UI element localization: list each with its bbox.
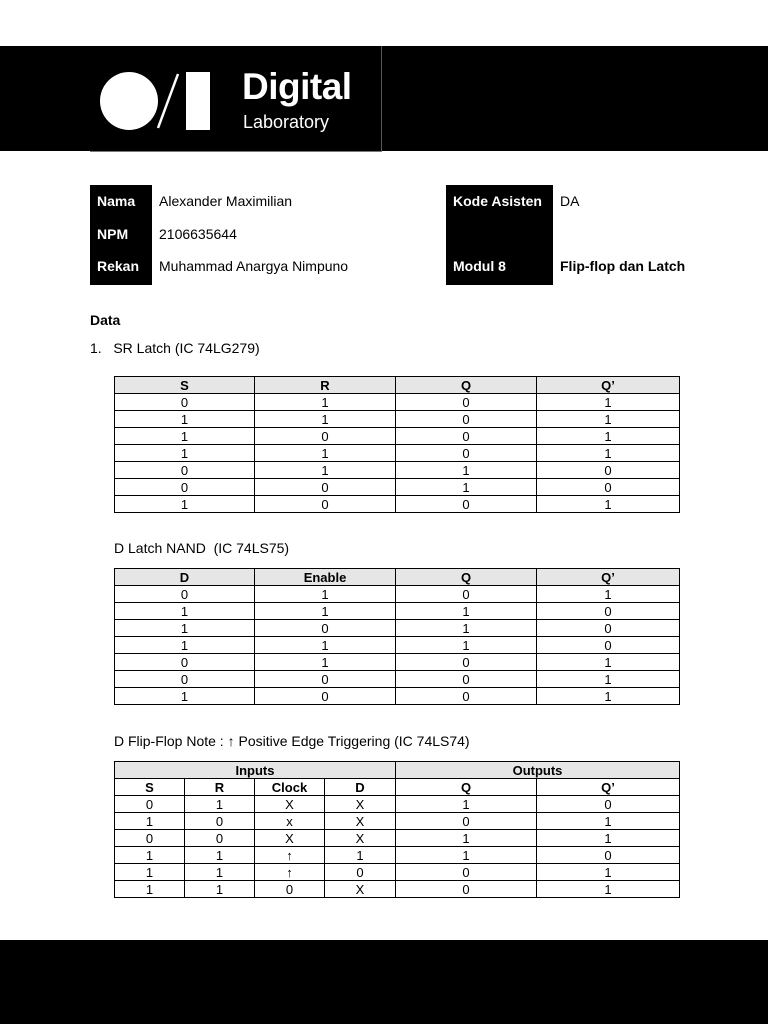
table-row (115, 796, 680, 813)
table-cell: 0 (255, 479, 396, 496)
modul-value: Flip-flop dan Latch (560, 258, 686, 274)
table-cell: 0 (396, 881, 537, 898)
header-cell: D (115, 569, 255, 586)
table-cell: 1 (255, 654, 396, 671)
npm-value: 2106635644 (159, 226, 237, 242)
table-cell: 1 (537, 671, 680, 688)
nama-value: Alexander Maximilian (159, 193, 293, 209)
logo-subtitle: Laboratory (243, 112, 330, 132)
logo-bar-icon (186, 72, 210, 130)
table-cell: 1 (396, 796, 537, 813)
table-cell: X (255, 796, 325, 813)
table-row (115, 671, 680, 688)
d-latch-title: D Latch NAND (IC 74LS75) (114, 540, 290, 556)
table-cell: 0 (255, 688, 396, 705)
table-cell: 0 (396, 671, 537, 688)
table-cell: 1 (185, 881, 255, 898)
table-cell: 1 (537, 864, 680, 881)
table-cell: 1 (537, 394, 680, 411)
header-cell: R (185, 779, 255, 796)
table-cell: 1 (185, 847, 255, 864)
table-header-row (115, 569, 680, 586)
table-cell: 0 (537, 620, 680, 637)
kode-asisten-value: DA (560, 193, 580, 209)
logo-slash-icon (152, 72, 186, 130)
table-cell: 0 (255, 671, 396, 688)
table-cell: 1 (396, 847, 537, 864)
table-cell: 1 (115, 603, 255, 620)
modul-label: Modul 8 (453, 258, 506, 274)
table-cell: 0 (396, 411, 537, 428)
table-cell: X (325, 796, 396, 813)
table-header-row (115, 377, 680, 394)
table-cell: 0 (396, 813, 537, 830)
table-cell: 1 (396, 462, 537, 479)
table-cell: 0 (396, 394, 537, 411)
rekan-label: Rekan (97, 258, 140, 274)
header-cell: Q’ (537, 779, 680, 796)
logo-circle-icon (100, 72, 158, 130)
table-cell: 1 (537, 496, 680, 513)
table-cell: 1 (325, 847, 396, 864)
table-cell: 0 (537, 462, 680, 479)
table-group-header-row (115, 762, 680, 779)
table-cell: 1 (537, 411, 680, 428)
table-cell: 1 (115, 688, 255, 705)
table-cell: 0 (396, 864, 537, 881)
table-cell: 1 (115, 847, 185, 864)
table-cell: 0 (396, 496, 537, 513)
table-cell: X (255, 830, 325, 847)
table-cell: 1 (115, 881, 185, 898)
table-cell: 1 (255, 445, 396, 462)
table-cell: x (255, 813, 325, 830)
table-cell: 1 (115, 620, 255, 637)
table-cell: 0 (396, 586, 537, 603)
table-cell: 0 (255, 428, 396, 445)
table-cell: 1 (396, 620, 537, 637)
table-cell: 0 (115, 796, 185, 813)
table-cell: 1 (537, 428, 680, 445)
rekan-value: Muhammad Anargya Nimpuno (159, 258, 349, 274)
d-latch-table (114, 568, 680, 705)
header-cell: R (255, 377, 396, 394)
header-cell: Q’ (537, 569, 680, 586)
table-cell: 1 (537, 586, 680, 603)
table-cell: 1 (115, 864, 185, 881)
table-cell: 0 (396, 688, 537, 705)
table-cell: 0 (255, 620, 396, 637)
table-header-row (115, 779, 680, 796)
table-cell: X (325, 830, 396, 847)
table-cell: 1 (185, 864, 255, 881)
footer-band (0, 940, 768, 1024)
header-underline (90, 151, 382, 152)
table-row (115, 637, 680, 654)
table-cell: 1 (115, 411, 255, 428)
table-row (115, 620, 680, 637)
d-flipflop-table (114, 761, 680, 898)
sr-latch-table (114, 376, 680, 513)
table-cell: 0 (537, 479, 680, 496)
table-cell: 1 (396, 830, 537, 847)
top-margin (0, 0, 768, 46)
table-cell: 0 (115, 671, 255, 688)
header-cell: S (115, 779, 185, 796)
table-cell: 0 (396, 428, 537, 445)
table-cell: 1 (255, 603, 396, 620)
table-cell: 0 (185, 813, 255, 830)
table-cell: 1 (537, 445, 680, 462)
table-cell: 0 (115, 586, 255, 603)
table-row (115, 847, 680, 864)
table-row (115, 462, 680, 479)
table-cell: 1 (115, 637, 255, 654)
inputs-group-header: Inputs (115, 762, 396, 779)
table-cell: 0 (255, 496, 396, 513)
table-row (115, 881, 680, 898)
table-cell: 1 (255, 462, 396, 479)
table-cell: 0 (185, 830, 255, 847)
table-row (115, 445, 680, 462)
table-cell: 0 (115, 462, 255, 479)
table-cell: 1 (255, 411, 396, 428)
table-cell: 1 (396, 637, 537, 654)
table-cell: ↑ (255, 847, 325, 864)
header-cell: Enable (255, 569, 396, 586)
header-cell: D (325, 779, 396, 796)
table-cell: 1 (115, 496, 255, 513)
table-row (115, 479, 680, 496)
nama-label: Nama (97, 193, 136, 209)
kode-asisten-label: Kode Asisten (453, 193, 542, 209)
logo-title: Digital (242, 66, 352, 107)
table-cell: 0 (396, 445, 537, 462)
table-cell: 1 (537, 881, 680, 898)
data-heading: Data (90, 312, 121, 328)
header-cell: S (115, 377, 255, 394)
table-cell: 0 (115, 394, 255, 411)
table-row (115, 830, 680, 847)
table-cell: 0 (396, 654, 537, 671)
table-cell: 0 (537, 637, 680, 654)
table-cell: 1 (255, 637, 396, 654)
table-cell: 0 (325, 864, 396, 881)
table-row (115, 688, 680, 705)
table-row (115, 411, 680, 428)
table-cell: 1 (185, 796, 255, 813)
table-cell: 1 (255, 586, 396, 603)
table-cell: 1 (115, 813, 185, 830)
table-row (115, 654, 680, 671)
header-cell: Q’ (537, 377, 680, 394)
table-cell: 1 (396, 603, 537, 620)
table-cell: 0 (537, 603, 680, 620)
sr-latch-title: 1. SR Latch (IC 74LG279) (90, 340, 260, 356)
header-cell: Q (396, 377, 537, 394)
table-cell: 1 (115, 445, 255, 462)
table-cell: 0 (255, 881, 325, 898)
header-cell: Q (396, 569, 537, 586)
header-divider (381, 46, 382, 152)
table-row (115, 603, 680, 620)
table-cell: 1 (537, 830, 680, 847)
table-row (115, 496, 680, 513)
table-cell: 1 (115, 428, 255, 445)
table-row (115, 586, 680, 603)
table-cell: 1 (537, 654, 680, 671)
table-cell: 0 (537, 796, 680, 813)
header-cell: Q (396, 779, 537, 796)
table-cell: 0 (115, 830, 185, 847)
outputs-group-header: Outputs (396, 762, 680, 779)
table-cell: 0 (115, 479, 255, 496)
table-cell: 1 (396, 479, 537, 496)
table-row (115, 394, 680, 411)
table-cell: 1 (537, 813, 680, 830)
d-flipflop-title: D Flip-Flop Note : ↑ Positive Edge Triggering (IC 74LS74) (114, 733, 470, 749)
npm-label: NPM (97, 226, 129, 242)
header-cell: Clock (255, 779, 325, 796)
table-cell: 0 (537, 847, 680, 864)
table-cell: 1 (255, 394, 396, 411)
table-row (115, 428, 680, 445)
table-cell: 1 (537, 688, 680, 705)
table-cell: X (325, 881, 396, 898)
table-row (115, 813, 680, 830)
table-cell: ↑ (255, 864, 325, 881)
table-cell: 0 (115, 654, 255, 671)
table-cell: X (325, 813, 396, 830)
table-row (115, 864, 680, 881)
